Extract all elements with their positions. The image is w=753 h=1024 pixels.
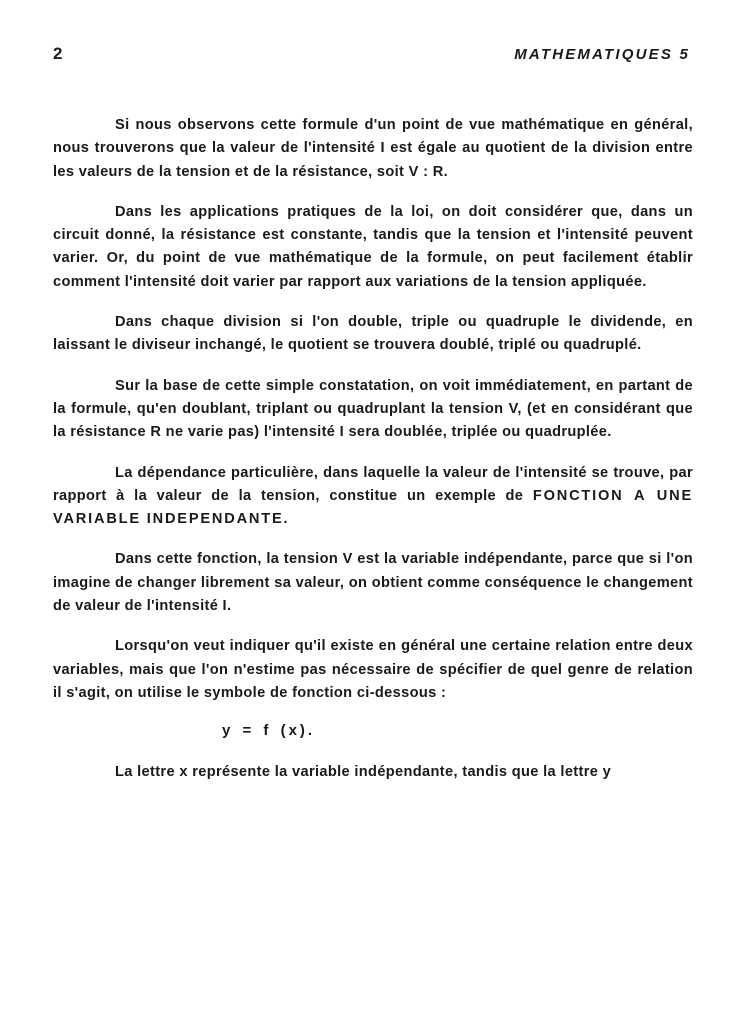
- page-number: 2: [53, 44, 63, 63]
- function-formula: y = f (x).: [222, 722, 316, 740]
- paragraph-5-text: La dépendance particulière, dans laquelle la valeur de l'intensité se trouve, par rapport à la valeur de la tension, constitue un exemple de: [53, 464, 693, 504]
- function-term: FONCTION A UNE VARIABLE INDEPENDANTE.: [53, 487, 694, 528]
- paragraph-6: Dans cette fonction, la tension V est la variable indépendante, parce que si l'on imagine de changer librement sa valeur, on obtient comme conséquence le changement de valeur de l'intensité I.: [53, 551, 693, 615]
- paragraph-4: Sur la base de cette simple constatation, on voit immédiatement, en partant de la formule, qu'en doublant, triplant ou quadruplant la tension V, (et en considérant que la résistance R ne varie pas) l'intensité I sera doublée, triplée ou quadruplée.: [53, 377, 693, 441]
- paragraph-2: Dans les applications pratiques de la loi, on doit considérer que, dans un circuit donné, la résistance est constante, tandis que la tension et l'intensité peuvent varier. Or, du point de vue mathématique de la formule, on peut facilement établir comment l'intensité doit varier par rapport aux variations de la tension appliquée.: [53, 203, 693, 290]
- paragraph-1: Si nous observons cette formule d'un point de vue mathématique en général, nous trouverons que la valeur de l'intensité I est égale au quotient de la division entre les valeurs de la tension et de la résistance, soit V : R.: [53, 117, 693, 180]
- running-title: MATHEMATIQUES 5: [514, 46, 690, 63]
- paragraph-7: Lorsqu'on veut indiquer qu'il existe en général une certaine relation entre deux variables, mais que l'on n'estime pas nécessaire de spécifier de quel genre de relation il s'agit, on utilise le symbole de fonction ci-dessous :: [53, 638, 693, 701]
- paragraph-5: [53, 462, 693, 532]
- paragraph-8: La lettre x représente la variable indépendante, tandis que la lettre y: [115, 764, 612, 781]
- paragraph-3: Dans chaque division si l'on double, triple ou quadruple le dividende, en laissant le diviseur inchangé, le quotient se trouvera doublé, triplé ou quadruplé.: [53, 314, 693, 354]
- body-text: [53, 114, 693, 802]
